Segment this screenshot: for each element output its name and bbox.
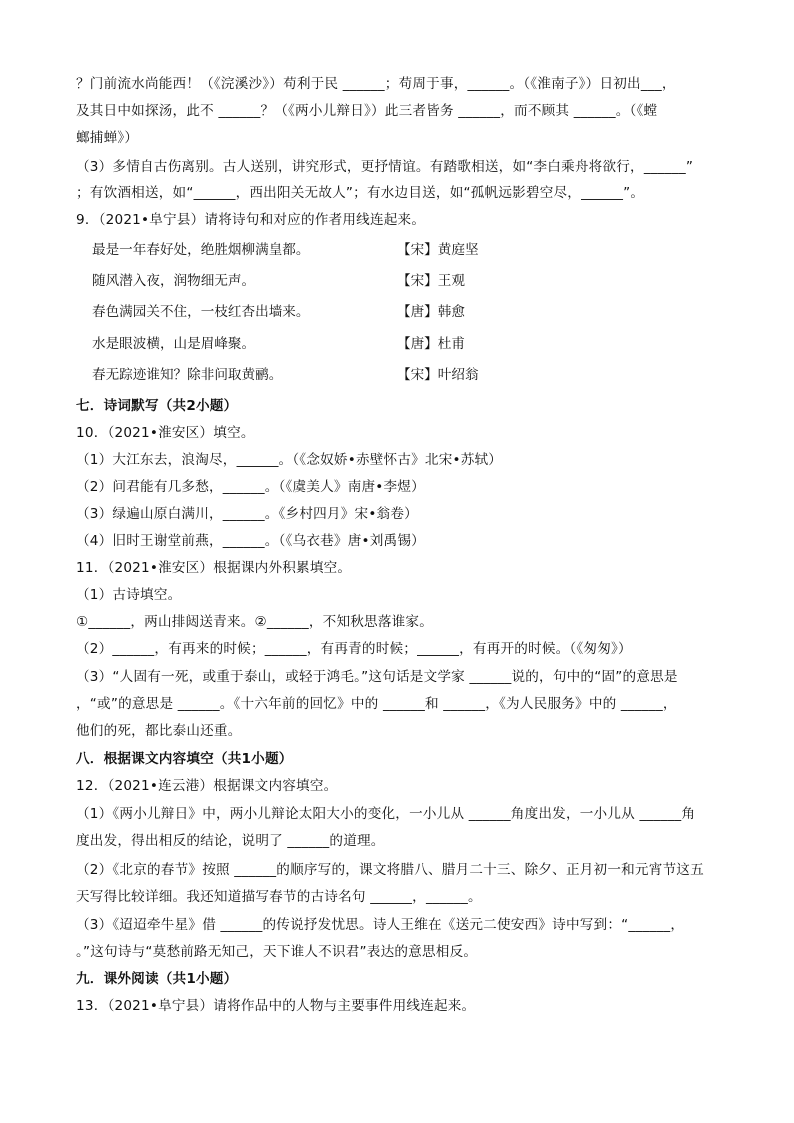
text-line: 。”这句诗与“莫愁前路无知己，天下谁人不识君”表达的意思相反。	[76, 944, 478, 960]
text-line: 11．（2021•淮安区）根据课内外积累填空。	[76, 560, 352, 576]
text-line: ①______，两山排闼送青来。②______，不知秋思落谁家。	[76, 614, 434, 630]
question-9-prompt: 9．（2021•阜宁县）请将诗句和对应的作者用线连起来。	[76, 212, 426, 228]
poem-line: 水是眼波横，山是眉峰聚。	[92, 336, 256, 352]
section-heading: 九．课外阅读（共1小题）	[76, 971, 238, 987]
poem-line: 春色满园关不住，一枝红杏出墙来。	[92, 304, 310, 320]
text-line: 13．（2021•阜宁县）请将作品中的人物与主要事件用线连起来。	[76, 998, 476, 1014]
text-line: （3）“人固有一死，或重于泰山，或轻于鸿毛。”这句话是文学家 ______说的，句中的“固”的意思是	[76, 669, 678, 685]
text-line: （3）《迢迢牵牛星》借 ______的传说抒发忧思。诗人王维在《送元二使安西》诗中写到：“______，	[76, 917, 685, 933]
text-line: 12．（2021•连云港）根据课文内容填空。	[76, 778, 338, 794]
text-line: （2）______，有再来的时候；______，有再青的时候；______，有再开的时候。（《匆匆》）	[76, 641, 632, 657]
poem-line: 随风潜入夜，润物细无声。	[92, 273, 256, 289]
text-line: 10．（2021•淮安区）填空。	[76, 425, 255, 441]
author-item: 【宋】黄庭坚	[397, 242, 479, 258]
poem-line: 最是一年春好处，绝胜烟柳满皇都。	[92, 242, 310, 258]
text-line: ，“或”的意思是 ______。《十六年前的回忆》中的 ______和 ______，《为人民服务》中的 ______，	[76, 696, 677, 712]
author-item: 【宋】叶绍翁	[397, 367, 479, 383]
text-line: 他们的死，都比泰山还重。	[76, 723, 242, 739]
text-line: （3）绿遍山原白满川，______。《乡村四月》宋•翁卷）	[76, 506, 418, 522]
text-line: （3）多情自古伤离别。古人送别，讲究形式，更抒情谊。有踏歌相送，如“李白乘舟将欲行，______”	[76, 159, 694, 175]
text-line: 天写得比较详细。我还知道描写春节的古诗名句 ______，______。	[76, 889, 482, 905]
author-item: 【唐】韩愈	[397, 304, 465, 320]
poem-line: 春无踪迹谁知？除非问取黄鹂。	[92, 367, 283, 383]
text-line: 度出发，得出相反的结论，说明了 ______的道理。	[76, 833, 385, 849]
text-line: ；有饮酒相送，如“______，西出阳关无故人”；有水边目送，如“孤帆远影碧空尽，______”。	[76, 185, 645, 201]
section-heading: 七．诗词默写（共2小题）	[76, 398, 238, 414]
text-line: （2）《北京的春节》按照 ______的顺序写的，课文将腊八、腊月二十三、除夕、正月初一和元宵节这五	[76, 862, 704, 878]
text-line: 及其日中如探汤，此不 ______？（《两小儿辩日》）此三者皆务 ______，而不顾其 ______。（《螳	[76, 103, 658, 119]
section-heading: 八．根据课文内容填空（共1小题）	[76, 751, 293, 767]
text-line: （2）问君能有几多愁，______。（《虞美人》南唐•李煜）	[76, 479, 425, 495]
text-line: （1）《两小儿辩日》中，两小儿辩论太阳大小的变化，一小儿从 ______角度出发，一小儿从 ______角	[76, 806, 696, 822]
text-line: （4）旧时王谢堂前燕，______。（《乌衣巷》唐•刘禹锡）	[76, 533, 425, 549]
text-line: （1）古诗填空。	[76, 587, 182, 603]
author-item: 【宋】王观	[397, 273, 465, 289]
text-line: 螂捕蝉》）	[76, 130, 139, 146]
text-line: ？门前流水尚能西！（《浣溪沙》）苟利于民 ______；苟周于事，______。（《淮南子》）日初出___，	[76, 76, 676, 92]
author-item: 【唐】杜甫	[397, 336, 465, 352]
text-line: （1）大江东去，浪淘尽，______。（《念奴娇•赤壁怀古》北宋•苏轼）	[76, 452, 503, 468]
